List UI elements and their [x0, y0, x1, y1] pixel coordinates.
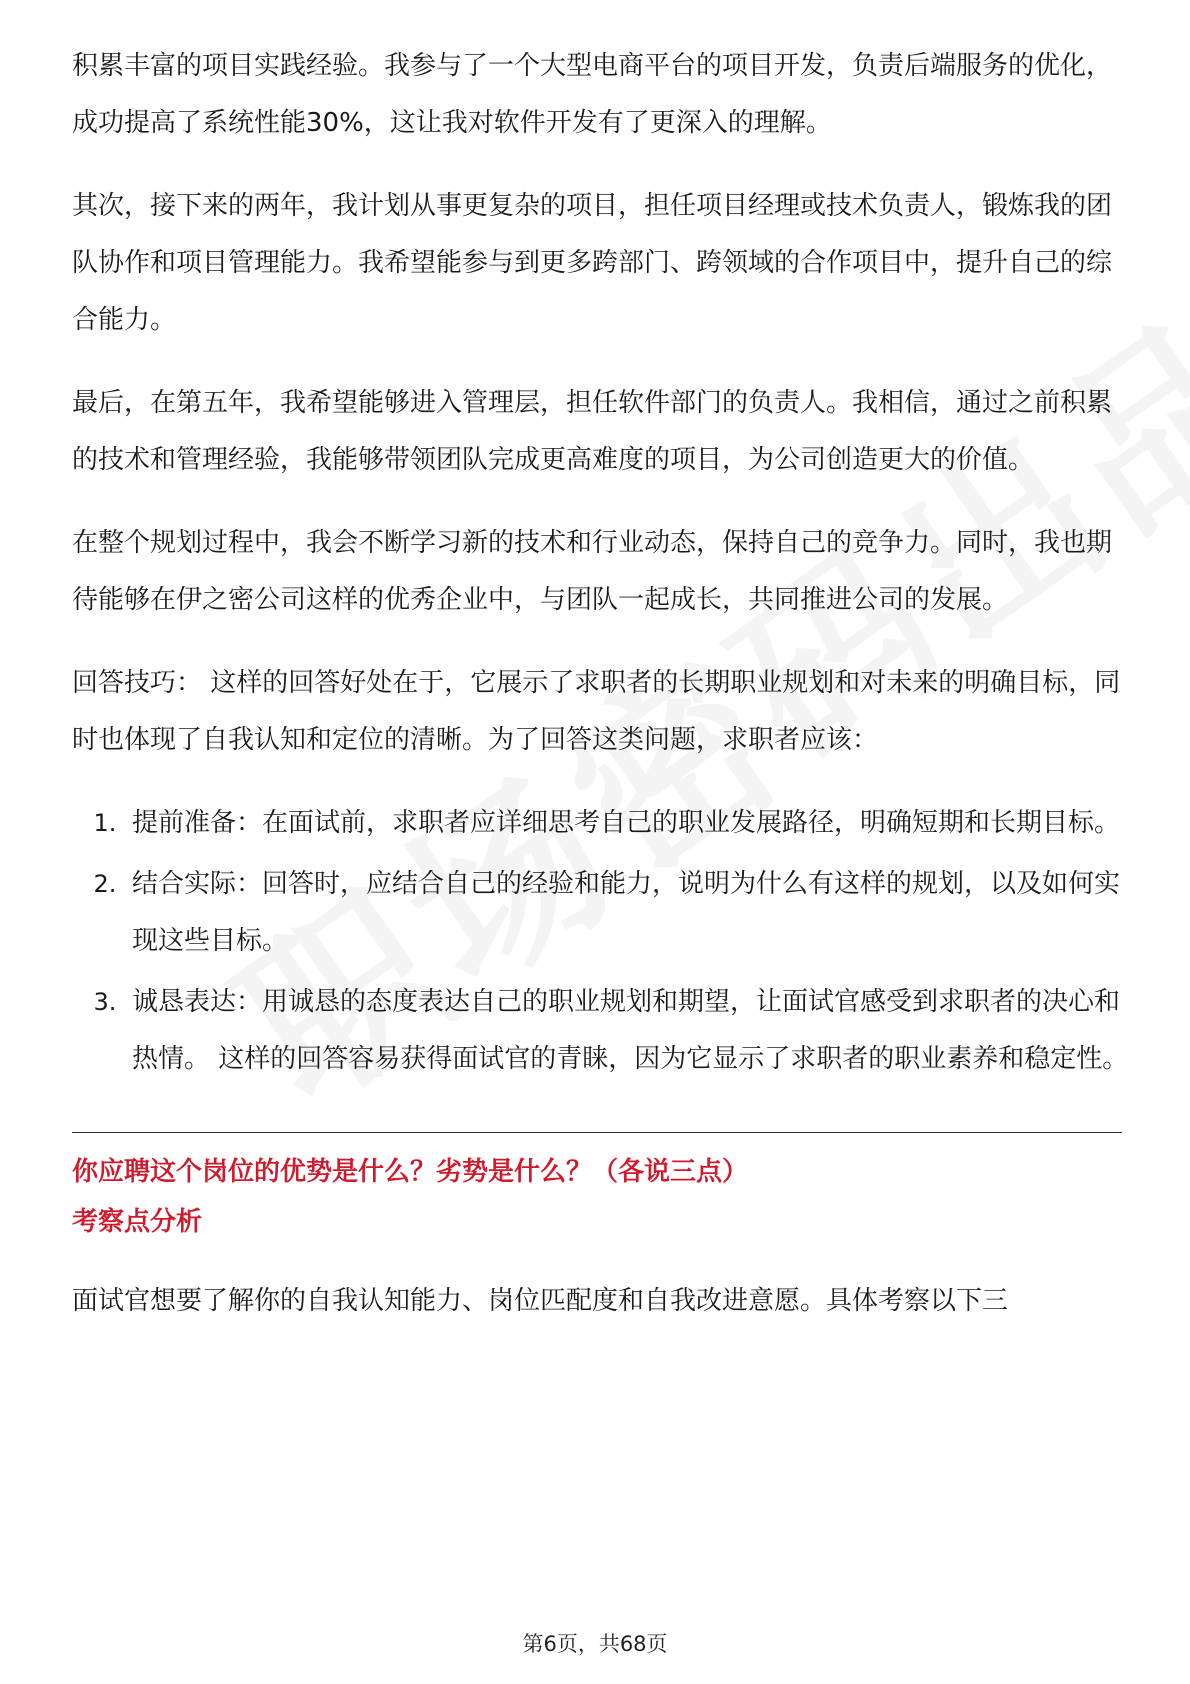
tips-list — [72, 795, 1132, 1088]
question-title: 你应聘这个岗位的优势是什么？劣势是什么？（各说三点） — [72, 1157, 749, 1187]
tip-item: 3. 诚恳表达：用诚恳的态度表达自己的职业规划和期望，让面试官感受到求职者的决心和热情。 这样的回答容易获得面试官的青睐，因为它显示了求职者的职业素养和稳定性。 — [124, 974, 1132, 1088]
paragraph: 最后，在第五年，我希望能够进入管理层，担任软件部门的负责人。我相信，通过之前积累的技术和管理经验，我能够带领团队完成更高难度的项目，为公司创造更大的价值。 — [72, 388, 1113, 475]
paragraph: 积累丰富的项目实践经验。我参与了一个大型电商平台的项目开发，负责后端服务的优化，成功提高了系统性能30%，这让我对软件开发有了更深入的理解。 — [72, 51, 1113, 138]
paragraph: 其次，接下来的两年，我计划从事更复杂的项目，担任项目经理或技术负责人，锻炼我的团队协作和项目管理能力。我希望能参与到更多跨部门、跨领域的合作项目中，提升自己的综合能力。 — [72, 191, 1113, 335]
paragraph: 在整个规划过程中，我会不断学习新的技术和行业动态，保持自己的竞争力。同时，我也期待能够在伊之密公司这样的优秀企业中，与团队一起成长，共同推进公司的发展。 — [72, 528, 1113, 615]
page-content — [72, 38, 1132, 1356]
tip-item: 2. 结合实际：回答时，应结合自己的经验和能力，说明为什么有这样的规划，以及如何实现这些目标。 — [124, 856, 1132, 970]
question-intro: 面试官想要了解你的自我认知能力、岗位匹配度和自我改进意愿。具体考察以下三 — [72, 1286, 1009, 1316]
answer-tips-paragraph: 回答技巧： 这样的回答好处在于，它展示了求职者的长期职业规划和对未来的明确目标，同时也体现了自我认知和定位的清晰。为了回答这类问题，求职者应该： — [72, 668, 1121, 755]
question-subtitle: 考察点分析 — [72, 1207, 203, 1237]
page-footer: 第6页，共68页 — [522, 1632, 668, 1656]
section-divider — [72, 1132, 1122, 1133]
tip-item: 1. 提前准备：在面试前，求职者应详细思考自己的职业发展路径，明确短期和长期目标。 — [124, 795, 1132, 852]
